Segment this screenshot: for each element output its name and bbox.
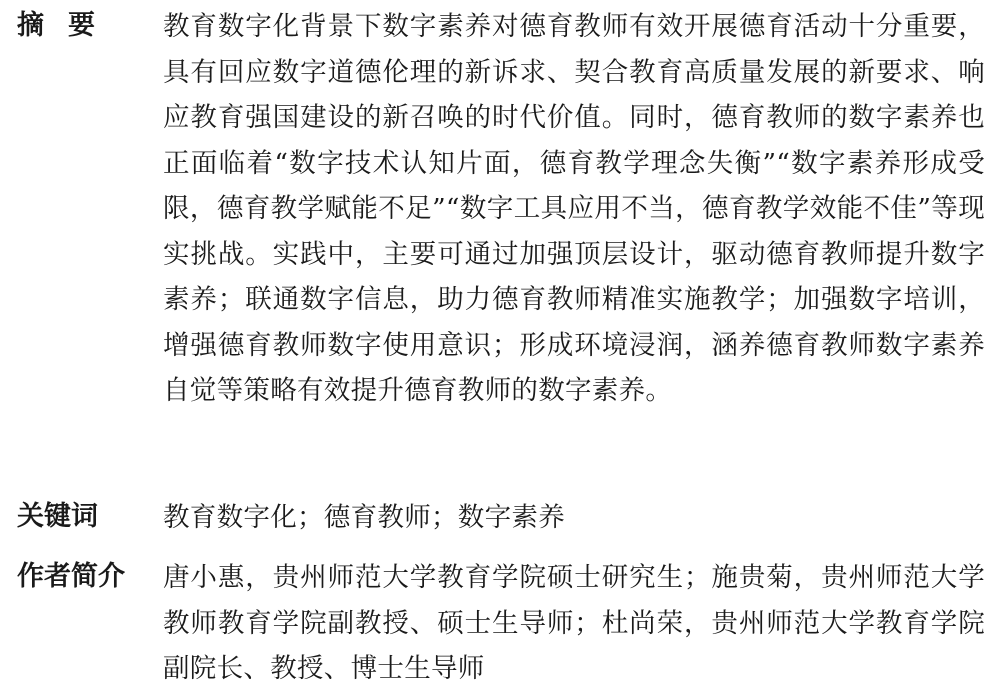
abstract-label: 摘要 <box>17 10 119 41</box>
author-bio-text: 唐小惠，贵州师范大学教育学院硕士研究生；施贵菊，贵州师范大学教师教育学院副教授、硕士生导师；杜尚荣，贵州师范大学教育学院副院长、教授、博士生导师 <box>163 562 985 684</box>
keywords-text: 教育数字化；德育教师；数字素养 <box>163 502 565 533</box>
abstract-text: 教育数字化背景下数字素养对德育教师有效开展德育活动十分重要，具有回应数字道德伦理的新诉求、契合教育高质量发展的新要求、响应教育强国建设的新召唤的时代价值。同时，德育教师的数字素养也正面临着“数字技术认知片面，德育教学理念失衡”“数字素养形成受限，德育教学赋能不足”“数字工具应用不当，德育教学效能不佳”等现实挑战。实践中，主要可通过加强顶层设计，驱动德育教师提升数字素养；联通数字信息，助力德育教师精准实施教学；加强数字培训，增强德育教师数字使用意识；形成环境浸润，涵养德育教师数字素养自觉等策略有效提升德育教师的数字素养。 <box>163 11 985 406</box>
keywords-label: 关键词 <box>17 501 98 532</box>
author-bio-label: 作者简介 <box>17 561 125 592</box>
